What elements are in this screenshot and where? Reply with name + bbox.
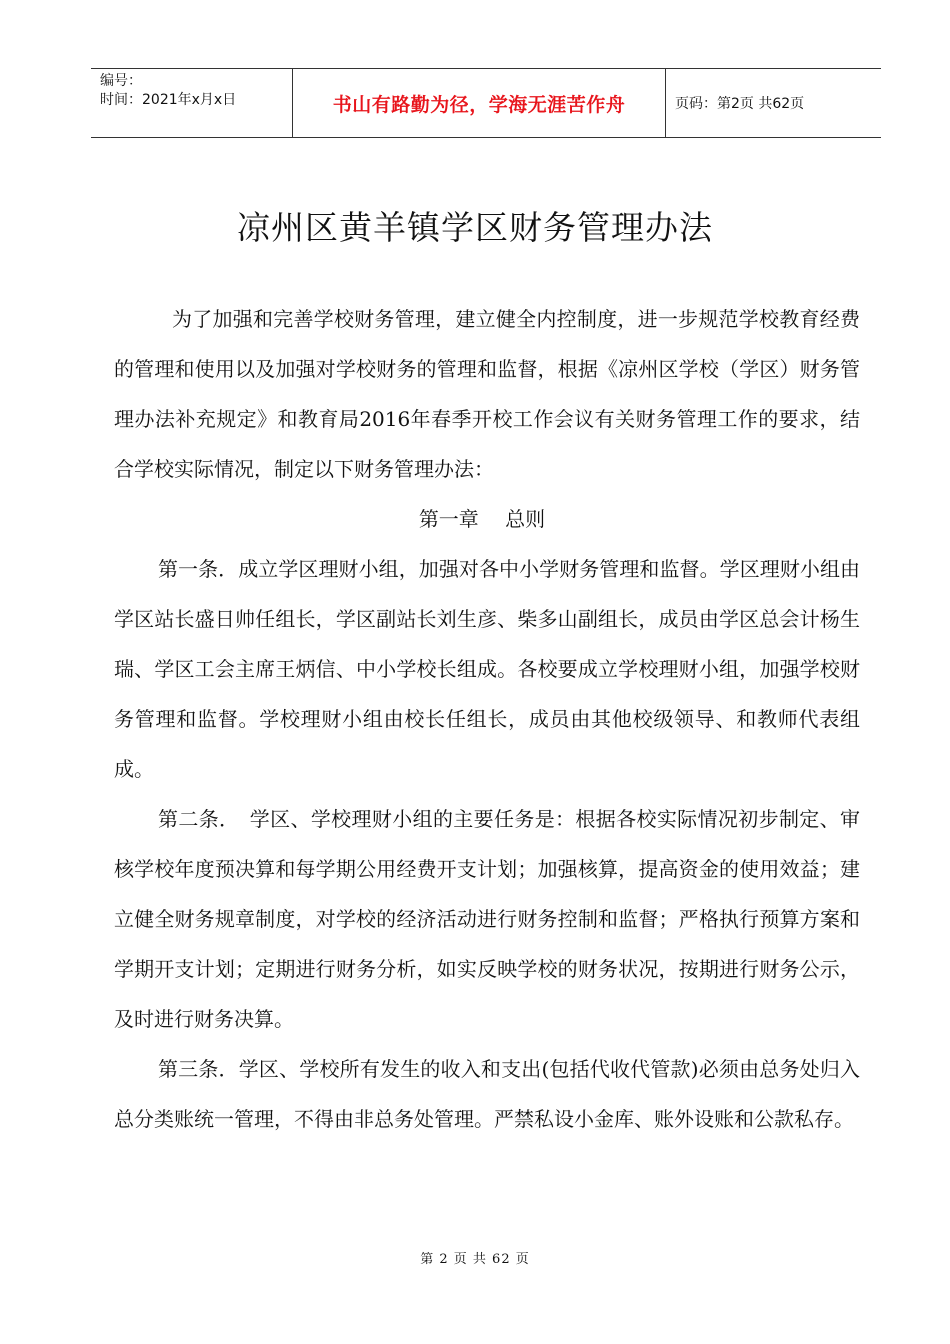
header-right-cell [666,69,881,137]
article-paragraph: 第二条． 学区、学校理财小组的主要任务是：根据各校实际情况初步制定、审核学校年度预决算和每学期公用经费开支计划；加强核算，提高资金的使用效益；建立健全财务规章制度，对学校的经济活动进行财务控制和监督；严格执行预算方案和学期开支计划；定期进行财务分析，如实反映学校的财务状况，按期进行财务公示，及时进行财务决算。 [114,807,860,1031]
page-footer: 第 2 页 共 62 页 [420,1252,530,1267]
number-label: 编号： [100,73,142,89]
article-paragraph: 第三条．学区、学校所有发生的收入和支出(包括代收代管款)必须由总务处归入总分类账统一管理，不得由非总务处管理。严禁私设小金库、账外设账和公款私存。 [114,1057,860,1131]
document-body [114,294,860,1144]
time-label: 时间：2021年x月x日 [100,92,237,108]
header-middle-cell [293,69,666,137]
document-title: 凉州区黄羊镇学区财务管理办法 [237,208,713,247]
header-left-cell [91,69,293,137]
article-paragraph: 第一条．成立学区理财小组，加强对各中小学财务管理和监督。学区理财小组由学区站长盛日帅任组长，学区副站长刘生彦、柴多山副组长，成员由学区总会计杨生瑞、学区工会主席王炳信、中小学校长组成。各校要成立学校理财小组，加强学校财务管理和监督。学校理财小组由校长任组长，成员由其他校级领导、和教师代表组成。 [114,557,860,781]
motto-text: 书山有路勤为径，学海无涯苦作舟 [332,93,626,116]
page-header-table [91,68,881,138]
chapter-heading: 第一章 总则 [418,507,546,531]
intro-paragraph: 为了加强和完善学校财务管理，建立健全内控制度，进一步规范学校教育经费的管理和使用以及加强对学校财务的管理和监督，根据《凉州区学校（学区）财务管理办法补充规定》和教育局2016年春季开校工作会议有关财务管理工作的要求，结合学校实际情况，制定以下财务管理办法： [114,307,860,481]
page-info: 页码：第2页 共62页 [675,96,805,112]
